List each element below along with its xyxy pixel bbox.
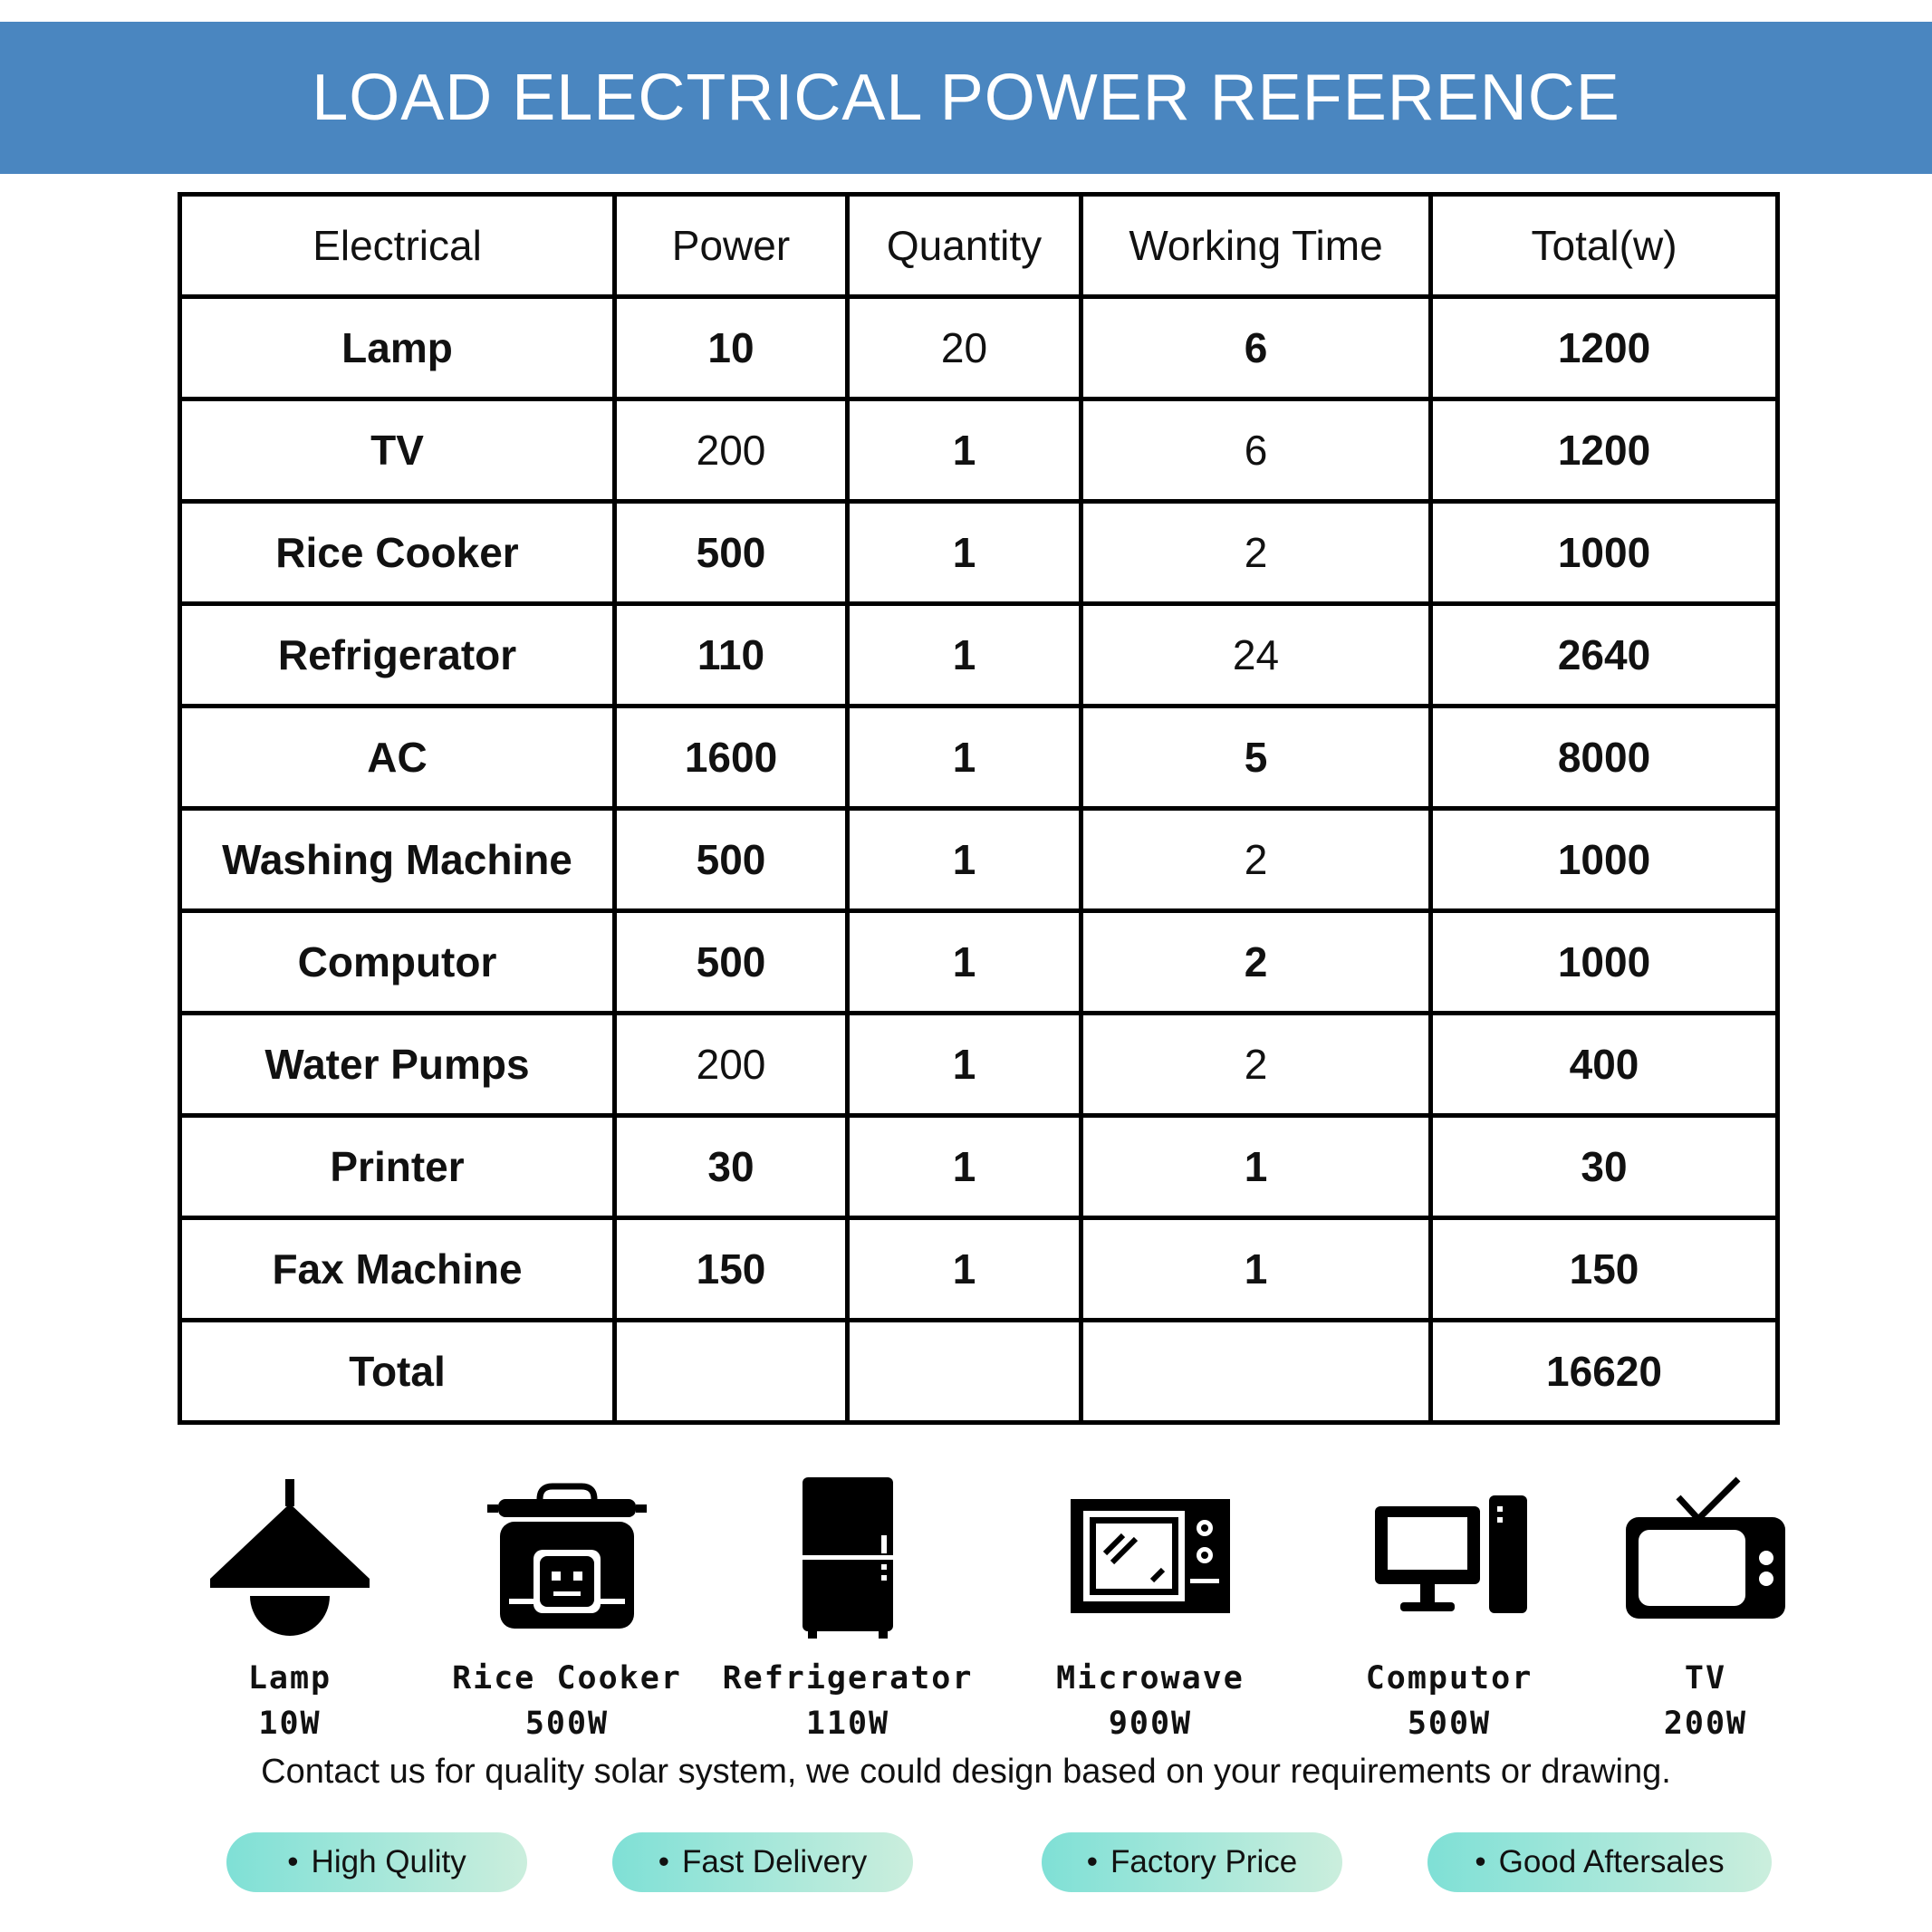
cell-electrical: Lamp xyxy=(180,297,615,399)
cell-electrical: Printer xyxy=(180,1116,615,1218)
appliance-watt: 200W xyxy=(1663,1706,1748,1742)
cell-electrical: AC xyxy=(180,706,615,809)
appliance-icons xyxy=(0,1472,1932,1744)
table-row xyxy=(180,502,1778,604)
cell-power: 200 xyxy=(615,1014,848,1116)
column-header-quantity: Quantity xyxy=(848,195,1081,297)
computer-icon xyxy=(1368,1472,1531,1639)
appliance-watt: 900W xyxy=(1108,1706,1193,1742)
column-header-power: Power xyxy=(615,195,848,297)
cell-power: 500 xyxy=(615,809,848,911)
appliance-name: Refrigerator xyxy=(722,1660,974,1697)
cell-empty xyxy=(615,1321,848,1423)
appliance-lamp xyxy=(154,1472,426,1746)
appliance-name: Lamp xyxy=(247,1660,332,1697)
cell-quantity: 20 xyxy=(848,297,1081,399)
appliance-name: Rice Cooker xyxy=(452,1660,682,1697)
cell-power: 200 xyxy=(615,399,848,502)
page-title: LOAD ELECTRICAL POWER REFERENCE xyxy=(312,62,1620,134)
column-header-total: Total(w) xyxy=(1431,195,1778,297)
cell-total-label: Total xyxy=(180,1321,615,1423)
cell-quantity: 1 xyxy=(848,502,1081,604)
bullet-icon: • xyxy=(287,1844,299,1879)
cell-working-time: 1 xyxy=(1081,1218,1431,1321)
appliance-name: Microwave xyxy=(1056,1660,1245,1697)
bullet-icon: • xyxy=(1475,1844,1486,1879)
cell-working-time: 6 xyxy=(1081,297,1431,399)
badge-label: Factory Price xyxy=(1110,1844,1298,1879)
table-header-row xyxy=(180,195,1778,297)
cell-working-time: 6 xyxy=(1081,399,1431,502)
table-row xyxy=(180,297,1778,399)
cell-total: 1000 xyxy=(1431,911,1778,1014)
cell-electrical: Rice Cooker xyxy=(180,502,615,604)
appliance-computer xyxy=(1313,1472,1585,1746)
contact-text: Contact us for quality solar system, we could design based on your requirements or drawing. xyxy=(261,1753,1671,1791)
cell-quantity: 1 xyxy=(848,604,1081,706)
cell-electrical: Computor xyxy=(180,911,615,1014)
title-banner xyxy=(0,22,1932,174)
cell-total: 1000 xyxy=(1431,502,1778,604)
cell-power: 150 xyxy=(615,1218,848,1321)
table-row xyxy=(180,911,1778,1014)
table-row xyxy=(180,604,1778,706)
cell-working-time: 2 xyxy=(1081,911,1431,1014)
cell-empty xyxy=(1081,1321,1431,1423)
column-header-working-time: Working Time xyxy=(1081,195,1431,297)
table-row xyxy=(180,1218,1778,1321)
appliance-watt: 500W xyxy=(1407,1706,1492,1742)
cell-grand-total: 16620 xyxy=(1431,1321,1778,1423)
badge-label: High Qulity xyxy=(311,1844,466,1879)
cell-total: 1000 xyxy=(1431,809,1778,911)
cell-total: 150 xyxy=(1431,1218,1778,1321)
cell-power: 110 xyxy=(615,604,848,706)
cell-quantity: 1 xyxy=(848,809,1081,911)
table-row xyxy=(180,399,1778,502)
cell-power: 30 xyxy=(615,1116,848,1218)
appliance-rice-cooker xyxy=(431,1472,703,1746)
cell-working-time: 2 xyxy=(1081,502,1431,604)
cell-total: 30 xyxy=(1431,1116,1778,1218)
column-header-electrical: Electrical xyxy=(180,195,615,297)
cell-quantity: 1 xyxy=(848,911,1081,1014)
cell-working-time: 1 xyxy=(1081,1116,1431,1218)
cell-quantity: 1 xyxy=(848,1014,1081,1116)
appliance-refrigerator xyxy=(712,1472,984,1746)
cell-total: 1200 xyxy=(1431,297,1778,399)
cell-quantity: 1 xyxy=(848,399,1081,502)
cell-power: 10 xyxy=(615,297,848,399)
feature-badges xyxy=(0,1832,1932,1892)
cell-quantity: 1 xyxy=(848,1116,1081,1218)
cell-working-time: 2 xyxy=(1081,809,1431,911)
cell-quantity: 1 xyxy=(848,1218,1081,1321)
cell-total: 400 xyxy=(1431,1014,1778,1116)
appliance-tv xyxy=(1570,1472,1841,1746)
badge-label: Good Aftersales xyxy=(1498,1844,1725,1879)
cell-electrical: Washing Machine xyxy=(180,809,615,911)
badge-good-aftersales xyxy=(1427,1832,1772,1892)
badge-high-quality xyxy=(226,1832,527,1892)
tv-icon xyxy=(1624,1472,1787,1639)
badge-factory-price xyxy=(1042,1832,1342,1892)
badge-label: Fast Delivery xyxy=(682,1844,868,1879)
cell-empty xyxy=(848,1321,1081,1423)
table-row xyxy=(180,1014,1778,1116)
appliance-watt: 500W xyxy=(524,1706,610,1742)
cell-total: 8000 xyxy=(1431,706,1778,809)
cell-power: 500 xyxy=(615,502,848,604)
cell-electrical: Fax Machine xyxy=(180,1218,615,1321)
power-table xyxy=(178,192,1780,1425)
appliance-watt: 110W xyxy=(805,1706,890,1742)
table-row xyxy=(180,706,1778,809)
refrigerator-icon xyxy=(766,1472,929,1639)
appliance-watt: 10W xyxy=(258,1706,322,1742)
cell-working-time: 5 xyxy=(1081,706,1431,809)
bullet-icon: • xyxy=(658,1844,670,1879)
cell-working-time: 24 xyxy=(1081,604,1431,706)
cell-power: 500 xyxy=(615,911,848,1014)
appliance-name: TV xyxy=(1684,1660,1727,1697)
table-total-row xyxy=(180,1321,1778,1423)
cell-total: 2640 xyxy=(1431,604,1778,706)
cell-total: 1200 xyxy=(1431,399,1778,502)
appliance-name: Computor xyxy=(1365,1660,1533,1697)
cell-working-time: 2 xyxy=(1081,1014,1431,1116)
cell-electrical: Water Pumps xyxy=(180,1014,615,1116)
cell-electrical: TV xyxy=(180,399,615,502)
cell-power: 1600 xyxy=(615,706,848,809)
cell-electrical: Refrigerator xyxy=(180,604,615,706)
lamp-icon xyxy=(208,1472,371,1639)
table-row xyxy=(180,809,1778,911)
bullet-icon: • xyxy=(1086,1844,1099,1879)
cell-quantity: 1 xyxy=(848,706,1081,809)
microwave-icon xyxy=(1069,1472,1232,1639)
badge-fast-delivery xyxy=(612,1832,913,1892)
table-row xyxy=(180,1116,1778,1218)
rice-cooker-icon xyxy=(485,1472,649,1639)
appliance-microwave xyxy=(1014,1472,1286,1746)
